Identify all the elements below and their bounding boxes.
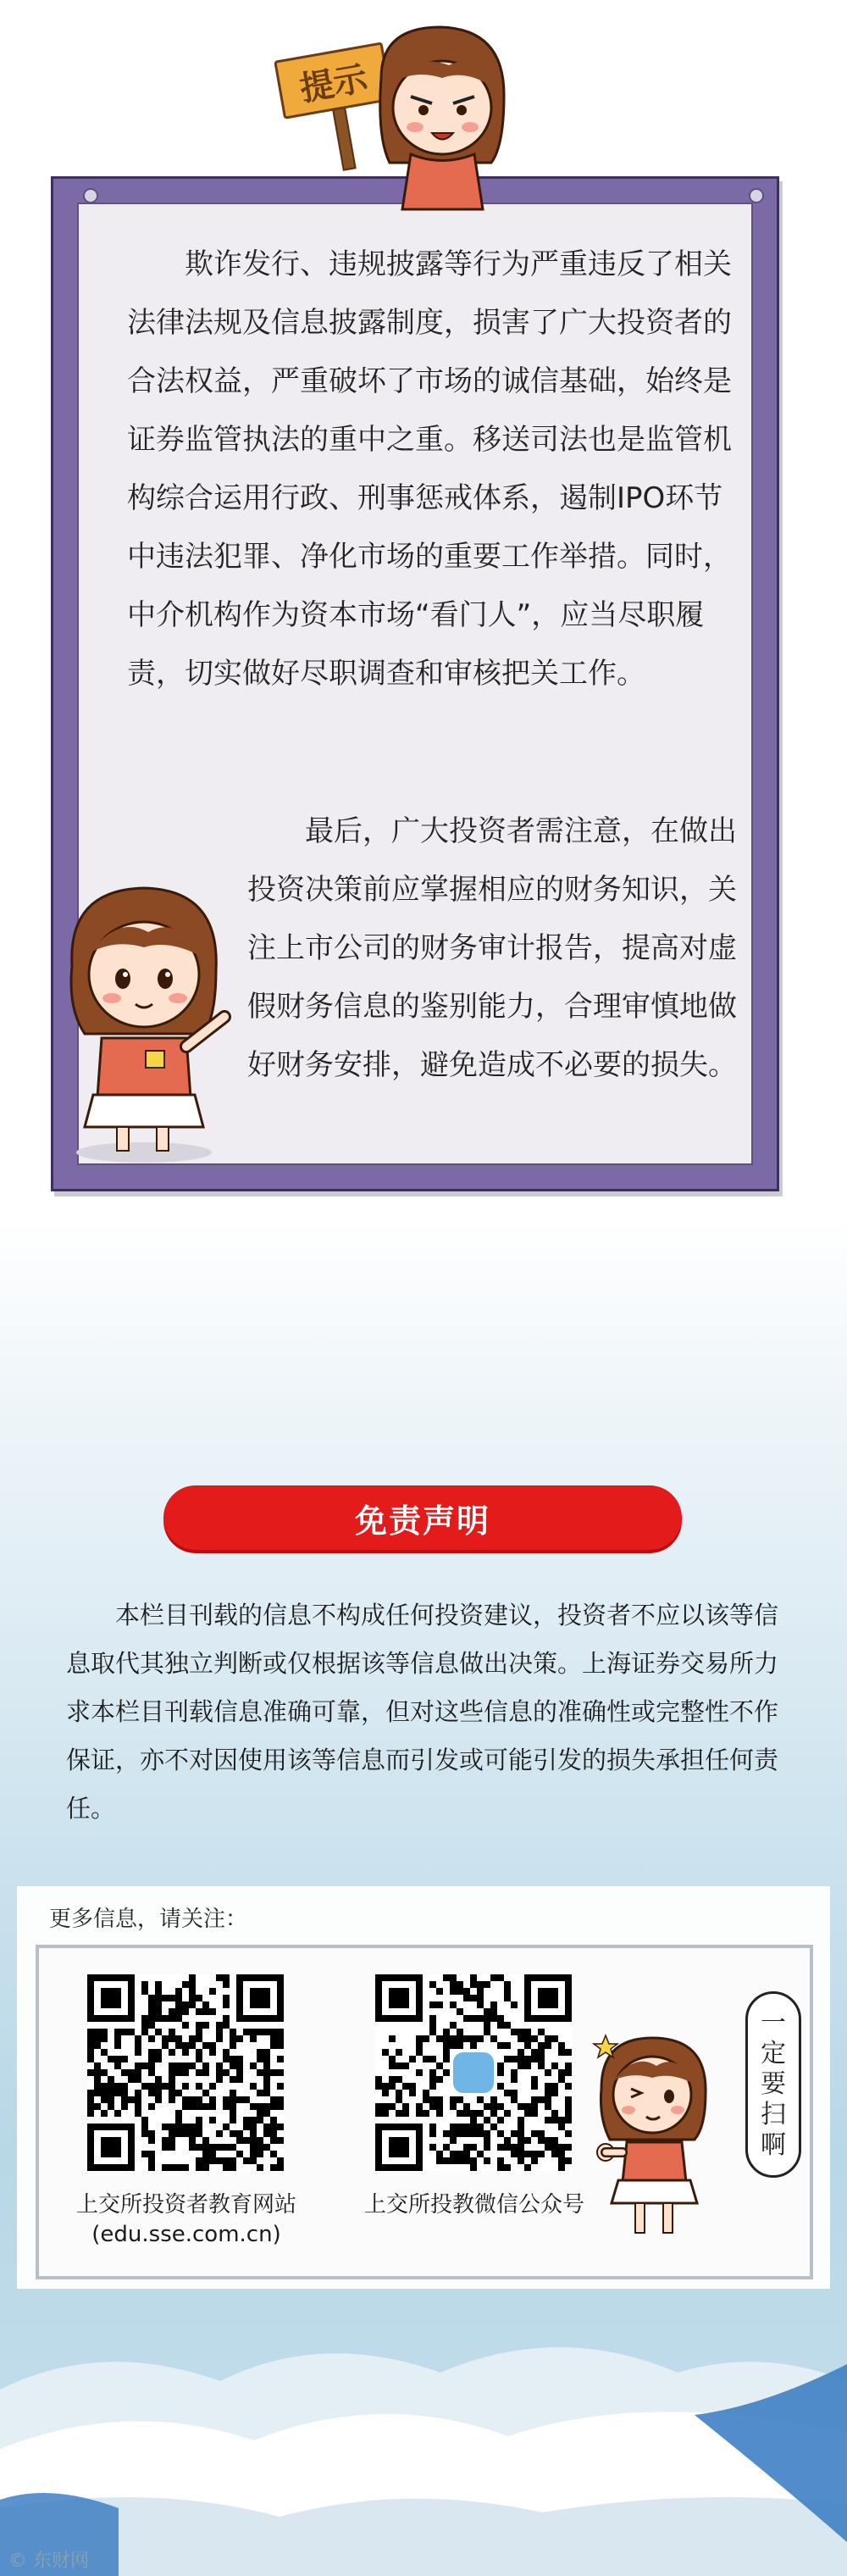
qr-code-wechat-icon[interactable] [375,1974,572,2171]
notice-paragraph-1-text: 欺诈发行、违规披露等行为严重违反了相关法律法规及信息披露制度，损害了广大投资者的合法权益，严重破坏了市场的诚信基础，始终是证券监管执法的重中之重。移送司法也是监管机构综合运用行政、刑事惩戒体系，遏制IPO环节中违法犯罪、净化市场的重要工作举措。同时，中介机构作为资本市场“看门人”，应当尽职履责，切实做好尽职调查和审核把关工作。 [127,247,732,691]
speech-char: 啊 [761,2130,786,2160]
qr2-label: 上交所投教微信公众号 [363,2192,584,2218]
qr1-sublabel: (edu.sse.com.cn) [91,2222,281,2247]
notice-paragraph-1 [127,236,737,703]
cartoon-girl-angry-illustration [364,19,517,214]
speech-char: 扫 [761,2100,786,2129]
notice-paragraph-2 [247,802,737,1095]
speech-char: 要 [761,2069,786,2099]
disclaimer-title: 免责声明 [163,1485,682,1550]
speech-char: 一 [761,2008,786,2038]
watermark: © 东财网 [8,2551,89,2572]
speech-bubble [745,1991,801,2178]
qr1-label: 上交所投资者教育网站 [75,2192,296,2218]
notice-paragraph-2-text: 最后，广大投资者需注意，在做出投资决策前应掌握相应的财务知识，关注上市公司的财务审计报告，提高对虚假财务信息的鉴别能力，合理审慎地做好财务安排，避免造成不必要的损失。 [247,814,737,1082]
sign-label: 提示 [274,42,392,119]
speech-char: 定 [761,2039,786,2068]
decorative-clouds [0,2288,847,2576]
disclaimer-body [66,1591,788,1833]
cartoon-girl-thumbs-up-illustration [589,2025,716,2246]
qr-code-website-icon[interactable] [87,1974,284,2171]
cartoon-girl-waving-illustration [51,873,246,1169]
pin-icon [81,186,100,205]
disclaimer-body-text: 本栏目刊载的信息不构成任何投资建议，投资者不应以该等信息取代其独立判断或仅根据该等信息做出决策。上海证券交易所力求本栏目刊载信息准确可靠，但对这些信息的准确性或完整性不作保证，亦不对因使用该等信息而引发或可能引发的损失承担任何责任。 [66,1601,779,1823]
follow-title: 更多信息，请关注： [49,1907,248,1932]
pin-icon [747,186,766,205]
sign-stick [332,107,357,171]
